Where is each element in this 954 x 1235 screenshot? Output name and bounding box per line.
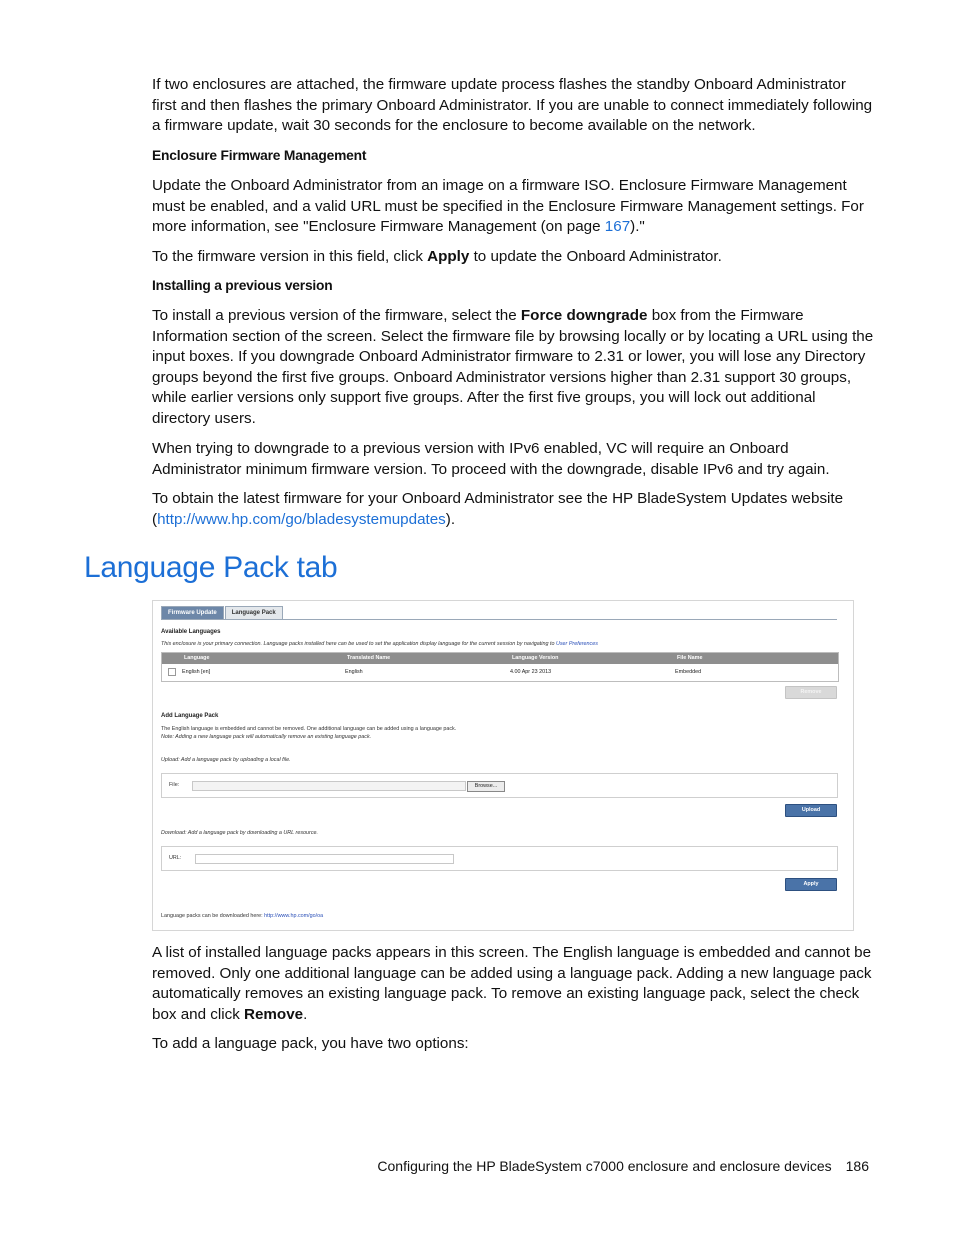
cell-translated-name: English (345, 669, 363, 675)
paragraph-efm: Update the Onboard Administrator from an image on a firmware ISO. Enclosure Firmware Management must be enabled, and a valid URL must be specified in the Enclosure Firmware Management settings. For more information, see "Enclosure Firmware Management (on page 167)." (152, 177, 864, 235)
table-row (162, 664, 838, 680)
download-footer-text: Language packs can be downloaded here: http://www.hp.com/go/oa (161, 913, 324, 919)
download-description: Download: Add a language pack by downloading a URL resource. (161, 830, 319, 836)
page-footer (377, 1158, 869, 1174)
paragraph-ipv6: When trying to downgrade to a previous version with IPv6 enabled, VC will require an Onboard Administrator minimum firmware version. To proceed with the downgrade, disable IPv6 and try again. (152, 440, 830, 478)
paragraph-standby-flash: If two enclosures are attached, the firmware update process flashes the standby Onboard Administrator first and then flashes the primary Onboard Administrator. If you are unable to connect immediately following a firmware update, wait 30 seconds for the enclosure to become available on the network. (152, 76, 873, 134)
cell-file-name: Embedded (675, 669, 702, 675)
browse-button[interactable]: Browse... (467, 781, 505, 792)
column-header-language: Language (184, 655, 210, 661)
column-header-translated-name: Translated Name (347, 655, 391, 661)
remove-button[interactable]: Remove (785, 686, 837, 699)
tab-bar (161, 606, 283, 619)
upload-button[interactable]: Upload (785, 804, 837, 817)
paragraph-two-options: To add a language pack, you have two options: (152, 1035, 469, 1052)
subheading-enclosure-firmware-management: Enclosure Firmware Management (152, 148, 367, 163)
hp-oa-link[interactable]: http://www.hp.com/go/oa (264, 913, 324, 919)
available-languages-desc: This enclosure is your primary connection. Language packs installed here can be used to set the application display language for the current session by navigating to User Preferences (161, 641, 598, 647)
column-header-language-version: Language Version (512, 655, 559, 661)
paragraph-language-pack-list: A list of installed language packs appears in this screen. The English language is embedded and cannot be removed. Only one additional language can be added using a language pack. Adding a new language pack automatically removes an existing language pack. To remove an existing language pack, select the check box and click Remove. (152, 944, 872, 1023)
cell-language: English [en] (182, 669, 211, 675)
paragraph-force-downgrade: To install a previous version of the firmware, select the Force downgrade box from the Firmware Information section of the screen. Select the firmware file by browsing locally or by locating a URL using the input boxes. If you downgrade Onboard Administrator firmware to 2.31 or lower, you will lose any Directory groups beyond the first five groups. Onboard Administrator versions higher than 2.31 support 30 groups, while earlier versions only support five groups. After the first five groups, you will lock out additional directory users. (152, 307, 874, 427)
add-note-embedded: The English language is embedded and cannot be removed. One additional language can be added using a language pack. (161, 726, 457, 732)
bladesystem-updates-link[interactable]: http://www.hp.com/go/bladesystemupdates (157, 510, 446, 528)
language-pack-screenshot (152, 600, 854, 931)
tab-firmware-update[interactable]: Firmware Update (161, 606, 224, 619)
row-checkbox[interactable] (168, 668, 176, 676)
page-number: 186 (845, 1158, 869, 1174)
cell-language-version: 4.00 Apr 23 2013 (510, 669, 552, 675)
url-label: URL: (169, 855, 182, 861)
user-preferences-link[interactable]: User Preferences (555, 641, 598, 647)
tab-language-pack[interactable]: Language Pack (225, 606, 283, 619)
paragraph-latest-firmware: To obtain the latest firmware for your Onboard Administrator see the HP BladeSystem Updates website (http://www.hp.com/go/bladesystemupdates). (152, 490, 844, 528)
languages-table (161, 652, 839, 682)
footer-chapter-title: Configuring the HP BladeSystem c7000 enclosure and enclosure devices (377, 1158, 832, 1174)
upload-box (161, 773, 838, 798)
table-header (162, 653, 838, 664)
column-header-file-name: File Name (677, 655, 703, 661)
tab-divider (161, 619, 837, 620)
file-label: File: (169, 782, 180, 788)
download-box (161, 846, 838, 871)
page-link-167[interactable]: 167 (604, 218, 631, 235)
section-heading-language-pack-tab: Language Pack tab (84, 551, 338, 584)
file-input[interactable] (192, 781, 466, 791)
upload-description: Upload: Add a language pack by uploading a local file. (161, 757, 291, 763)
url-input[interactable] (195, 854, 454, 864)
apply-button[interactable]: Apply (785, 878, 837, 891)
add-note-replace: Note: Adding a new language pack will automatically remove an existing language pack. (161, 734, 372, 740)
paragraph-apply: To the firmware version in this field, click Apply to update the Onboard Administrator. (152, 248, 722, 265)
subheading-installing-previous-version: Installing a previous version (152, 278, 333, 293)
add-language-pack-title: Add Language Pack (161, 713, 219, 719)
available-languages-title: Available Languages (161, 629, 221, 635)
